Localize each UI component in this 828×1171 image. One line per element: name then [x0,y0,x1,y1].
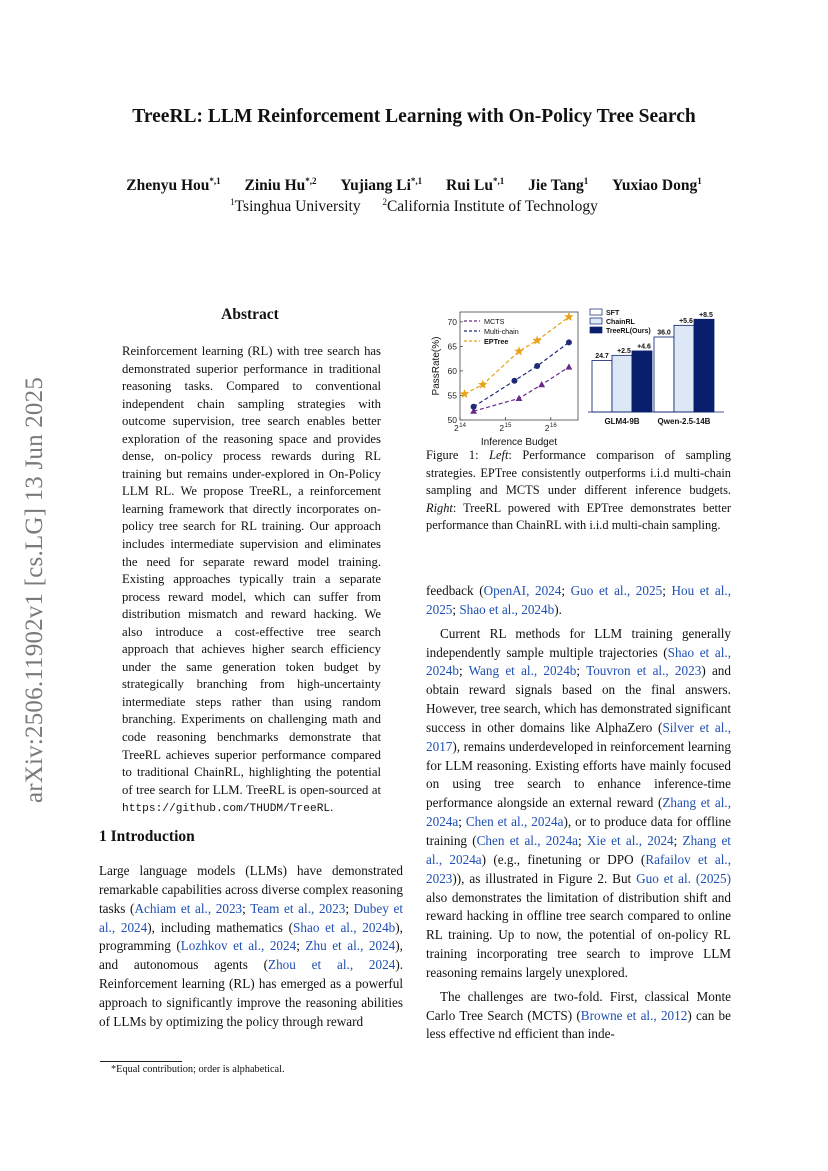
x-axis-label: Inference Budget [480,437,558,448]
bar-chart-treerl [588,308,728,434]
footnote: *Equal contribution; order is alphabetical. [111,1064,285,1075]
figure-caption: Figure 1: Left: Performance comparison of sampling strategies. EPTree consistently outperforms i.i.d multi-chain sampling and MCTS under different inference budgets. Right: TreeRL powered with EPTree demonstrates better performance than ChainRL with i.i.d multi-chain sampling. [426,448,731,533]
legend-label: SFT [606,310,620,317]
series-line [474,342,569,406]
citation-link[interactable]: Achiam et al., 2023 [134,900,243,916]
data-point [566,339,572,345]
category-label: GLM4-9B [604,417,640,426]
affiliation: $^2$California Institute of Technology [382,197,598,216]
abstract-heading: Abstract [221,306,279,323]
data-point [478,380,488,389]
y-axis-label: PassRate(%) [431,336,442,396]
line-chart-legend [464,317,519,346]
legend-swatch [590,318,602,324]
author: Jie Tang$^1$ [528,176,589,195]
citation-link[interactable]: Shao et al., 2024b [293,919,396,935]
plot-frame [460,312,578,420]
x-tick-label: $2^{15}$ [499,423,512,433]
y-tick-label: 60 [447,365,457,376]
citation-link[interactable]: Guo et al. (2025) [636,870,732,886]
author: Yuxiao Dong$^1$ [612,176,702,195]
citation-link[interactable]: Rafailov et al., 2023 [426,851,731,886]
bar-value-label: +5.6 [679,317,693,325]
author: Ziniu $Hu^{*,2}$ [244,176,317,195]
bar [654,337,674,412]
x-tick-label: $2^{14}$ [454,423,466,433]
citation-link[interactable]: Zhou et al., 2024 [268,957,396,973]
data-point [516,395,523,401]
legend-label: EPTree [484,337,509,346]
x-tick-exponent: 15 [504,423,512,429]
y-tick-label: 55 [447,390,457,401]
bar-chart-legend [590,309,651,335]
footnote-rule [100,1061,182,1062]
citation-link[interactable]: Browne et al., 2012 [580,1007,688,1023]
bar [612,355,632,412]
legend-swatch [590,309,602,315]
x-tick-label: $2^{16}$ [544,423,557,433]
repo-link[interactable]: https://github.com/THUDM/TreeRL [122,803,331,816]
citation-link[interactable]: Lozhkov et al., 2024 [180,938,297,954]
abstract-body: Reinforcement learning (RL) with tree search has demonstrated superior performance in traditional reasoning tasks. Compared to conventional independent chain sampling strategies with outcome supervision, tree search enables better exploration of the reasoning space and provides dense, on-policy process rewards during RL training but remains under-explored in On-Policy LLM RL. We propose TreeRL, a reinforcement learning framework that directly incorporates on-policy tree search for RL training. Our approach includes intermediate supervision and eliminates the need for separate reward model training. Existing approaches typically train a separate process reward model, which can suffer from distribution mismatch and reward hacking. We also introduce a cost-effective tree search approach that achieves higher search efficiency under the same generation token budget by strategically branching from high-uncertainty intermediate steps rather than using random branching. Experiments on challenging math and code reasoning benchmarks demonstrate that TreeRL achieves superior performance compared to traditional ChainRL, highlighting the potential of tree search for LLM. TreeRL is open-sourced at https://github.com/THUDM/TreeRL. [122,344,381,816]
citation-link[interactable]: Zhang et al., 2024a [426,832,731,867]
bar [694,319,714,412]
citation-link[interactable]: Zhang et al., 2024a [426,795,731,830]
data-point [566,363,573,369]
bar [632,351,652,412]
bar-value-label: 24.7 [595,353,609,361]
author: Rui $Lu^{*,1}$ [446,176,505,195]
citation-link[interactable]: Hou et al., 2025 [426,583,732,617]
affiliation: $^1$Tsinghua University [230,197,361,216]
citation-link[interactable]: Zhu et al., 2024 [305,938,396,954]
citation-link[interactable]: Silver et al., 2017 [426,719,731,754]
data-point [532,335,542,344]
citation-link[interactable]: Dubey et al., 2024 [99,900,403,935]
paragraph: feedback (OpenAI, 2024; Guo et al., 2025; Hou et al., 2025; Shao et al., 2024b). [426,583,732,617]
intro-paragraph: Large language models (LLMs) have demonstrated remarkable capabilities across diverse complex reasoning tasks (Achiam et al., 2023; Team et al., 2023; Dubey et al., 2024), including mathematics (Shao et al., 2024b), programming (Lozhkov et al., 2024; Zhu et al., 2024), and autonomous agents (Zhou et al., 2024). Reinforcement learning (RL) has emerged as a powerful approach to significantly improve the reasoning abilities of LLMs by optimizing the policy through reward [99,863,404,1029]
y-tick-label: 70 [447,316,457,327]
legend-label: TreeRL(Ours) [606,328,651,335]
citation-link[interactable]: Chen et al., 2024a [465,814,564,830]
author: Yujiang $Li^{*,1}$ [340,176,423,195]
series-line [474,367,569,411]
right-column-text [426,582,731,1044]
legend-label: ChainRL [606,319,635,326]
legend-label: Multi-chain [484,327,519,336]
data-point [534,363,540,369]
data-point [460,389,470,398]
citation-link[interactable]: Shao et al., 2024b [459,601,555,617]
bar-value-label: +2.5 [617,347,631,355]
paragraph: The challenges are two-fold. First, classical Monte Carlo Tree Search (MCTS) (Browne et al., 2012) can be less effective nd efficient than inde- [426,988,731,1042]
data-point [471,404,477,410]
section-heading-introduction: 1 Introduction [99,828,195,845]
citation-link[interactable]: Chen et al., 2024a [476,832,579,848]
line-chart-passrate [426,306,586,448]
bar-value-label: +4.6 [637,343,651,351]
author: Zhenyu Hou$^{*,1}$ [126,176,221,195]
y-tick-label: 50 [447,415,457,425]
citation-link[interactable]: Shao et al., 2024b [426,644,731,679]
category-label: Qwen-2.5-14B [657,417,711,426]
data-point [511,378,517,384]
citation-link[interactable]: OpenAI, 2024 [483,583,562,598]
bar-value-label: 36.0 [657,329,671,337]
data-point [538,381,545,387]
citation-link[interactable]: Guo et al., 2025 [570,583,663,598]
citation-link[interactable]: Touvron et al., 2023 [586,663,702,679]
bar [592,361,612,412]
legend-label: MCTS [484,317,505,326]
paragraph: Current RL methods for LLM training generally independently sample multiple trajectories (Shao et al., 2024b; Wang et al., 2024b; Touvron et al., 2023) and obtain reward signals based on the final answers. However, tree search, which has demonstrated significant success in other domains like AlphaZero (Silver et al., 2017), remains underdeveloped in reinforcement learning for LLM reasoning. Existing efforts have mainly focused on using tree search to enhance inference-time performance alongside an external reward (Zhang et al., 2024a; Chen et al., 2024a), or to produce data for offline training (Chen et al., 2024a; Xie et al., 2024; Zhang et al., 2024a) (e.g., finetuning or DPO (Rafailov et al., 2023)), as illustrated in Figure 2. But Guo et al. (2025) also demonstrates the limitation of distribution shift and reward hacking in offline tree search compared to online RL training. Up to now, the potential of on-policy RL training incorporating tree search to improve LLM reasoning remains largely unexplored. [426,625,732,980]
affiliations [0,197,828,216]
citation-link[interactable]: Team et al., 2023 [250,900,346,916]
bar [674,325,694,412]
x-tick-exponent: 14 [459,423,466,429]
y-tick-label: 65 [447,341,457,352]
citation-link[interactable]: Xie et al., 2024 [586,832,674,848]
author-list [0,176,828,195]
paper-title: TreeRL: LLM Reinforcement Learning with On-Policy Tree Search [132,106,696,127]
legend-swatch [590,327,602,333]
arxiv-identifier: arXiv:2506.11902v1 [cs.LG] 13 Jun 2025 [21,376,48,804]
bar-value-label: +8.5 [699,311,713,319]
x-tick-exponent: 16 [550,423,557,429]
citation-link[interactable]: Wang et al., 2024b [468,663,577,679]
